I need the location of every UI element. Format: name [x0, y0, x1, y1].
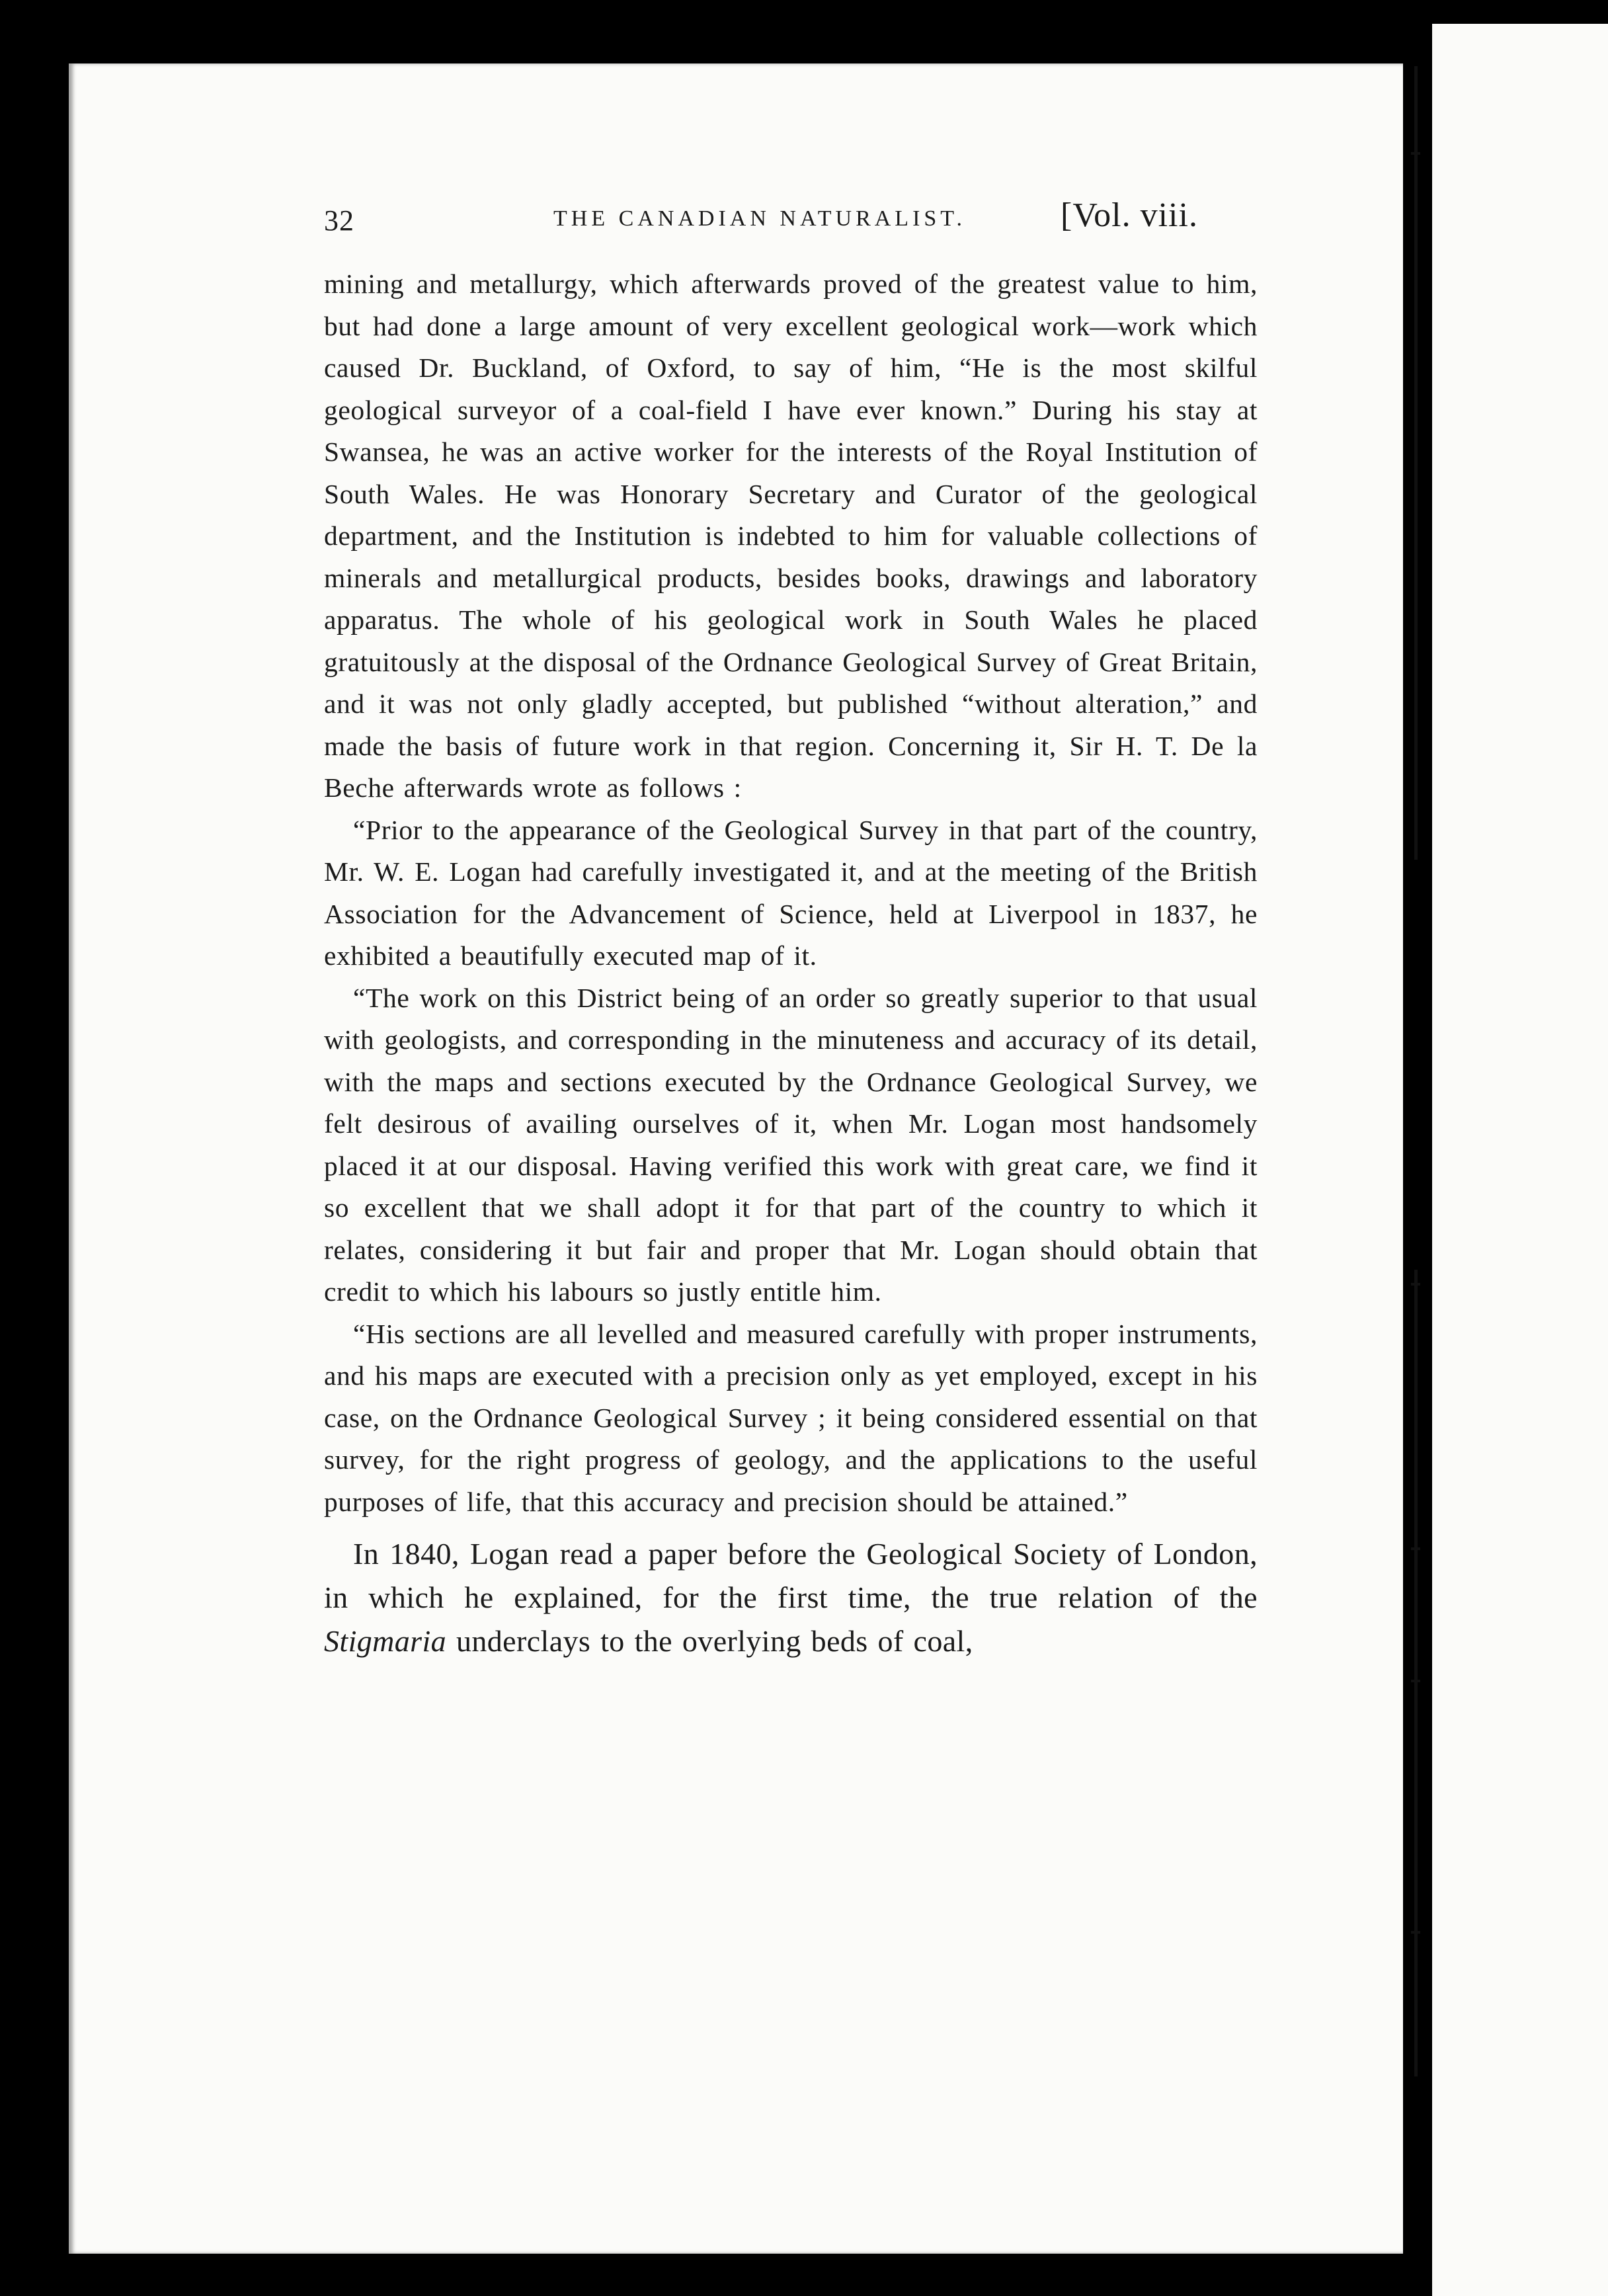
quote-paragraph: “Prior to the appearance of the Geological Survey in that part of the country, Mr. W. E. Logan had carefully investigated it, and at the meeting of the British Association for the Advancement of Science, held at Liverpool in 1837, he exhibited a beautifully executed map of it. — [324, 814, 1258, 971]
binding-thread — [1414, 66, 1418, 860]
quote-paragraph: “The work on this District being of an order so greatly superior to that usual with geologists, and corresponding in the minuteness and accuracy of its detail, with the maps and sections executed by the Ordnance Geological Survey, we felt desirous of availing ourselves of it, when Mr. Logan most handsomely placed it at our disposal. Having verified this work with great care, we find it so excellent that we shall adopt it for that part of the country to which it relates, considering it but fair and proper that Mr. Logan should obtain that credit to which his labours so justly entitle him. — [324, 982, 1258, 1307]
binding-stitch — [1411, 1680, 1420, 1682]
binding-stitch — [1411, 1547, 1420, 1550]
paragraph — [324, 1532, 1258, 1663]
binding-stitch — [1411, 1283, 1420, 1286]
binding-stitch — [1411, 1931, 1420, 1934]
binding-stitch — [1411, 152, 1420, 155]
quote-paragraph: “His sections are all levelled and measured carefully with proper instruments, and his maps are executed with a precision only as yet employed, except in his case, on the Ordnance Geological Survey ; it being considered essential on that survey, for the right progress of geology, and the applications to the useful purposes of life, that this accuracy and precision should be attained.” — [324, 1318, 1258, 1517]
paragraph-text: In 1840, Logan read a paper before the Geological Society of London, in which he explained, for the first time, the true relation of the — [324, 1537, 1258, 1614]
page-binding — [1411, 26, 1420, 2288]
journal-title: THE CANADIAN NATURALIST. — [553, 206, 967, 231]
binding-thread — [1414, 1270, 1418, 2076]
page-text — [253, 196, 1258, 1663]
volume-label: [Vol. viii. — [1061, 196, 1198, 234]
facing-page-edge — [1432, 24, 1608, 2296]
paragraph-text: underclays to the overlying beds of coal, — [446, 1624, 973, 1658]
body-text — [253, 263, 1258, 1663]
running-head — [253, 196, 1258, 249]
italic-term: Stigmaria — [324, 1624, 447, 1658]
page-number: 32 — [324, 204, 354, 237]
paragraph: mining and metallurgy, which afterwards proved of the greatest value to him, but had done a large amount of very excellent geological work—work which caused Dr. Buckland, of Oxford, to say of him, “He is the most skilful geological surveyor of a coal-field I have ever known.” During his stay at Swansea, he was an active worker for the interests of the Royal Institution of South Wales. He was Honorary Secretary and Curator of the geological department, and the Institution is indebted to him for valuable collections of minerals and metallurgical products, besides books, drawings and laboratory apparatus. The whole of his geological work in South Wales he placed gratuitously at the disposal of the Ordnance Geological Survey of Great Britain, and it was not only gladly accepted, but published “without alteration,” and made the basis of future work in that region. Concerning it, Sir H. T. De la Beche afterwards wrote as follows : — [324, 268, 1258, 803]
